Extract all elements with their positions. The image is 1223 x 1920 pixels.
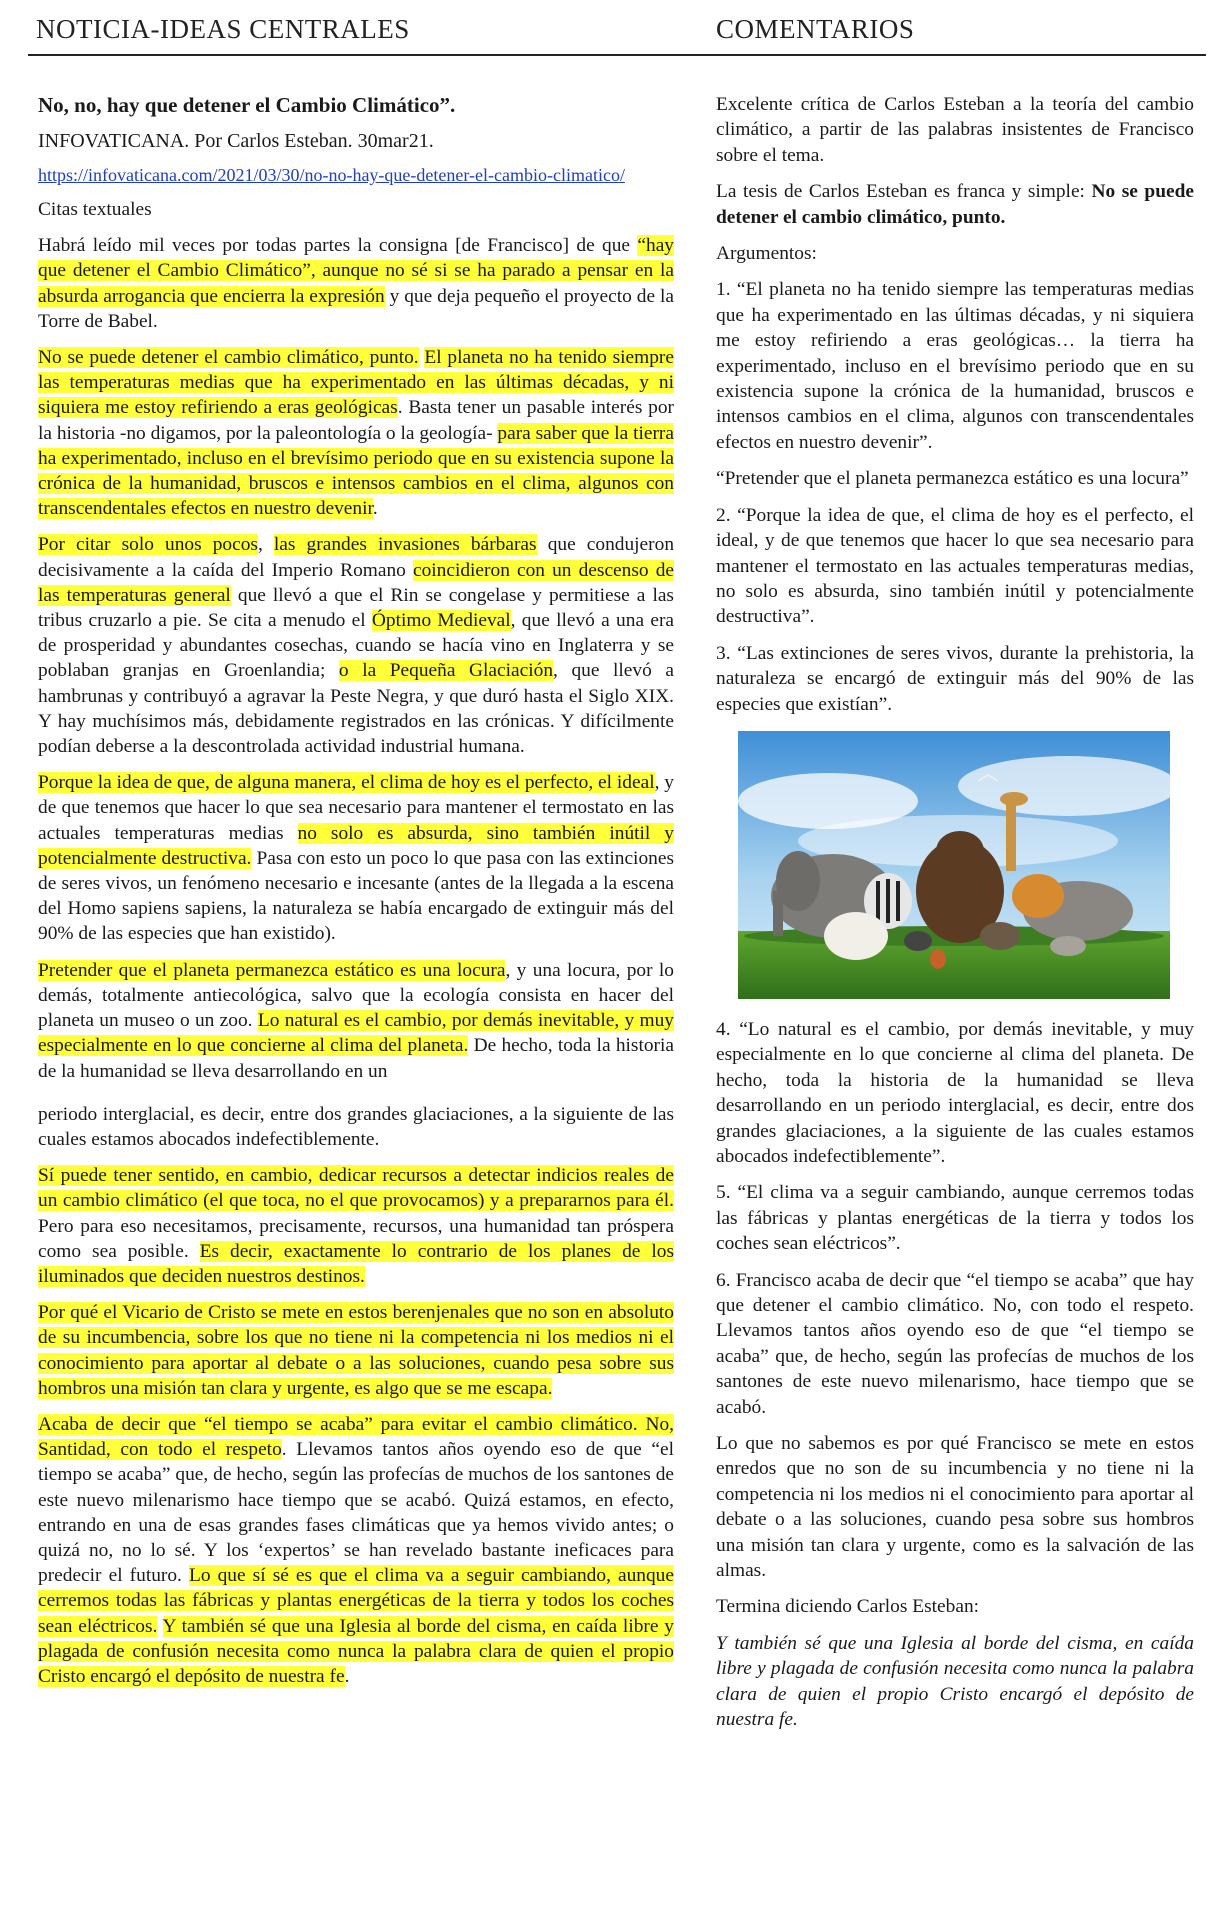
article-paragraph: Pretender que el planeta permanezca estático es una locura, y una locura, por lo demás, totalmente antiecológica, salvo que la ecología consista en hacer del planeta un museo o un zoo. Lo natural es el cambio, por demás inevitable, y muy especialmente en lo que concierne al clima del planeta. De hecho, toda la historia de la humanidad se lleva desarrollando en un — [38, 959, 674, 1082]
article-paragraph: Habrá leído mil veces por todas partes la consigna [de Francisco] de que “hay que detener el Cambio Climático”, aunque no sé si se ha parado a pensar en la absurda arrogancia que encierra la expresión y que deja pequeño el proyecto de la Torre de Babel. — [38, 235, 674, 332]
article-paragraph: Por citar solo unos pocos, las grandes invasiones bárbaras que condujeron decisivamente a la caída del Imperio Romano coincidieron con un descenso de las temperaturas general que llevó a que el Rin se congelase y permitiese a las tribus cruzarlo a pie. Se cita a menudo el Óptimo Medieval, que llevó a una era de prosperidad y abundantes cosechas, cuando se hacía vino en Inglaterra y se poblaban granjas en Groenlandia; o la Pequeña Glaciación, que llevó a hambrunas y contribuyó a agravar la Peste Negra, y que duró hasta el Siglo XIX. Y hay muchísimos más, debidamente registrados en las crónicas. Y difícilmente podían deberse a la descontrolada actividad industrial humana. — [38, 534, 675, 758]
comment-paragraph: 4. “Lo natural es el cambio, por demás inevitable, y muy especialmente en lo que concierne al clima del planeta. De hecho, toda la historia de la humanidad se lleva desarrollando en un periodo interglacial, es decir, entre dos grandes glaciaciones, a la siguiente de las cuales estamos abocados indefectiblemente”. — [716, 1018, 1194, 1167]
right-column-header: COMENTARIOS — [716, 14, 915, 44]
article-paragraph: Acaba de decir que “el tiempo se acaba” para evitar el cambio climático. No, Santidad, con todo el respeto. Llevamos tantos años oyendo eso de que “el tiempo se acaba” que, de hecho, según las profecías de muchos de los santones de este nuevo milenarismo hace tiempo que se acabó. Quizá estamos, en efecto, entrando en una de esas grandes fases climáticas que ya hemos vivido antes; o quizá no, no lo sé. Y los ‘expertos’ se han revelado bastante ineficaces para predecir el futuro. Lo que sí sé es que el clima va a seguir cambiando, aunque cerremos todas las fábricas y plantas energéticas de la tierra y todos los coches sean eléctricos. Y también sé que una Iglesia al borde del cisma, en caída libre y plagada de confusión necesita como nunca la palabra clara de quien el propio Cristo encargó el depósito de nuestra fe. — [38, 1413, 674, 1687]
article-paragraph: No se puede detener el cambio climático, punto. El planeta no ha tenido siempre las temperaturas medias que ha experimentado en las últimas décadas, y ni siquiera me estoy refiriendo a eras geológicas. Basta tener un pasable interés por la historia -no digamos, por la paleontología o la geología- para saber que la tierra ha experimentado, incluso en el brevísimo periodo que en su existencia supone la crónica de la humanidad, bruscos e intensos cambios en el clima, algunos con transcendentales efectos en nuestro devenir. — [38, 347, 674, 520]
comment-paragraph: Lo que no sabemos es por qué Francisco se mete en estos enredos que no son de su incumbencia y no tiene ni la competencia ni los medios ni el conocimiento para aportar al debate o a las soluciones, cuando pesa sobre sus hombros una misión tan clara y urgente, como es la salvación de las almas. — [716, 1433, 1194, 1582]
comment-paragraph: La tesis de Carlos Esteban es franca y simple: No se puede detener el cambio climático, punto. — [716, 181, 1194, 228]
article-paragraph: Por qué el Vicario de Cristo se mete en estos berenjenales que no son en absoluto de su incumbencia, sobre los que no tiene ni la competencia ni los medios ni el conocimiento para aportar al debate o a las soluciones, cuando pesa sobre sus hombros una misión tan clara y urgente, es algo que se me escapa. — [38, 1302, 674, 1399]
article-title: No, no, hay que detener el Cambio Climático”. — [38, 93, 456, 117]
comment-paragraph: 3. “Las extinciones de seres vivos, durante la prehistoria, la naturaleza se encargó de extinguir más del 90% de las especies que existían”. — [716, 642, 1194, 715]
comments-column — [716, 92, 1194, 1744]
comment-paragraph: Termina diciendo Carlos Esteban: — [716, 1596, 980, 1618]
comment-paragraph: 5. “El clima va a seguir cambiando, aunque cerremos todas las fábricas y plantas energéticas de la tierra y todos los coches sean eléctricos”. — [716, 1182, 1194, 1255]
article-column — [38, 92, 674, 1700]
comment-paragraph: “Pretender que el planeta permanezca estático es una locura” — [716, 468, 1189, 490]
comment-paragraph: 6. Francisco acaba de decir que “el tiempo se acaba” que hay que detener el cambio climático. No, con todo el respeto. Llevamos tantos años oyendo eso de que “el tiempo se acaba” que, de hecho, según las profecías de muchos de los santones de este nuevo milenarismo, hace tiempo que se acabó. — [716, 1269, 1194, 1418]
article-source: INFOVATICANA. Por Carlos Esteban. 30mar21. — [38, 130, 434, 152]
animals-photo — [738, 731, 1170, 999]
header-divider — [28, 54, 1206, 56]
comment-paragraph: 2. “Porque la idea de que, el clima de hoy es el perfecto, el ideal, y de que tenemos que hacer lo que sea necesario para mantener el termostato en las actuales temperaturas medias, no solo es absurda, sino también inútil y potencialmente destructiva”. — [716, 504, 1194, 628]
closing-quote: Y también sé que una Iglesia al borde del cisma, en caída libre y plagada de confusión necesita como nunca la palabra clara de quien el propio Cristo encargó el depósito de nuestra fe. — [716, 1632, 1194, 1731]
article-paragraph: periodo interglacial, es decir, entre dos grandes glaciaciones, a la siguiente de las cuales estamos abocados indefectiblemente. — [38, 1103, 674, 1150]
left-column-header: NOTICIA-IDEAS CENTRALES — [36, 14, 410, 44]
comment-paragraph: Argumentos: — [716, 243, 817, 265]
comment-paragraph: 1. “El planeta no ha tenido siempre las temperaturas medias que ha experimentado en las últimas décadas, y ni siquiera me estoy refiriendo a eras geológicas… la tierra ha experimentado, incluso en el brevísimo periodo que en su existencia supone la crónica de la humanidad, bruscos e intensos cambios en el clima, algunos con transcendentales efectos en nuestro devenir”. — [716, 279, 1194, 453]
comment-paragraph: Excelente crítica de Carlos Esteban a la teoría del cambio climático, a partir de las palabras insistentes de Francisco sobre el tema. — [716, 94, 1194, 166]
article-link[interactable]: https://infovaticana.com/2021/03/30/no-no-hay-que-detener-el-cambio-climatico/ — [38, 165, 625, 185]
article-paragraph: Sí puede tener sentido, en cambio, dedicar recursos a detectar indicios reales de un cambio climático (el que toca, no el que provocamos) y a prepararnos para él. Pero para eso necesitamos, precisamente, recursos, una humanidad tan próspera como sea posible. Es decir, exactamente lo contrario de los planes de los iluminados que deciden nuestros destinos. — [38, 1165, 674, 1287]
citas-label: Citas textuales — [38, 199, 152, 220]
article-paragraph: Porque la idea de que, de alguna manera, el clima de hoy es el perfecto, el ideal, y de que tenemos que hacer lo que sea necesario para mantener el termostato en las actuales temperaturas medias no solo es absurda, sino también inútil y potencialmente destructiva. Pasa con esto un poco lo que pasa con las extinciones de seres vivos, un fenómeno necesario e incesante (antes de la llegada a la escena del Homo sapiens sapiens, la naturaleza se había encargado de extinguir más del 90% de las especies que han existido). — [38, 772, 675, 945]
